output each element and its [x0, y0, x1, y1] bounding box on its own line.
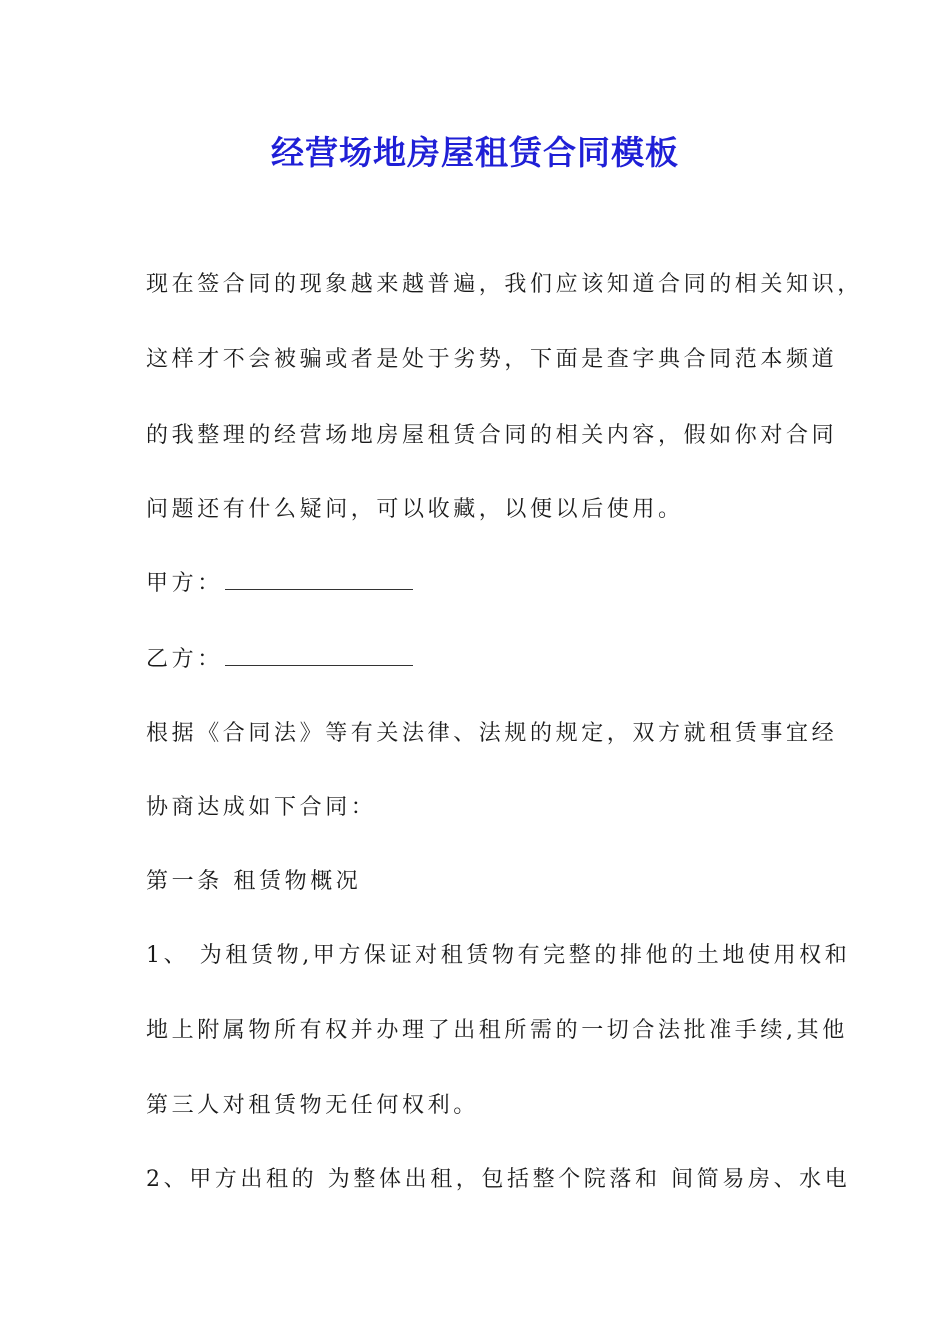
page-title: 经营场地房屋租赁合同模板 — [271, 133, 679, 172]
intro-line-2: 这样才不会被骗或者是处于劣势，下面是查字典合同范本频道 — [146, 347, 838, 372]
clause-1-line-1: 1、 为租赁物,甲方保证对租赁物有完整的排他的土地使用权和 — [146, 943, 851, 968]
party-a-line — [146, 569, 413, 599]
clause-1-line-2: 地上附属物所有权并办理了出租所需的一切合法批准手续,其他 — [146, 1018, 848, 1043]
party-b-blank — [225, 647, 413, 666]
party-b-line — [146, 645, 413, 675]
intro-line-4: 问题还有什么疑问，可以收藏，以便以后使用。 — [146, 497, 684, 522]
article-1-heading: 第一条 租赁物概况 — [146, 869, 362, 894]
party-a-blank — [225, 571, 413, 590]
basis-line-1: 根据《合同法》等有关法律、法规的规定，双方就租赁事宜经 — [146, 721, 838, 746]
party-b-label: 乙方： — [146, 647, 223, 672]
basis-line-2: 协商达成如下合同： — [146, 795, 377, 820]
intro-line-1: 现在签合同的现象越来越普遍，我们应该知道合同的相关知识， — [146, 272, 863, 297]
clause-2-line-1: 2、甲方出租的 为整体出租，包括整个院落和 间简易房、水电 — [146, 1167, 851, 1192]
party-a-label: 甲方： — [146, 571, 223, 596]
clause-1-line-3: 第三人对租赁物无任何权利。 — [146, 1093, 479, 1118]
intro-line-3: 的我整理的经营场地房屋租赁合同的相关内容，假如你对合同 — [146, 423, 838, 448]
